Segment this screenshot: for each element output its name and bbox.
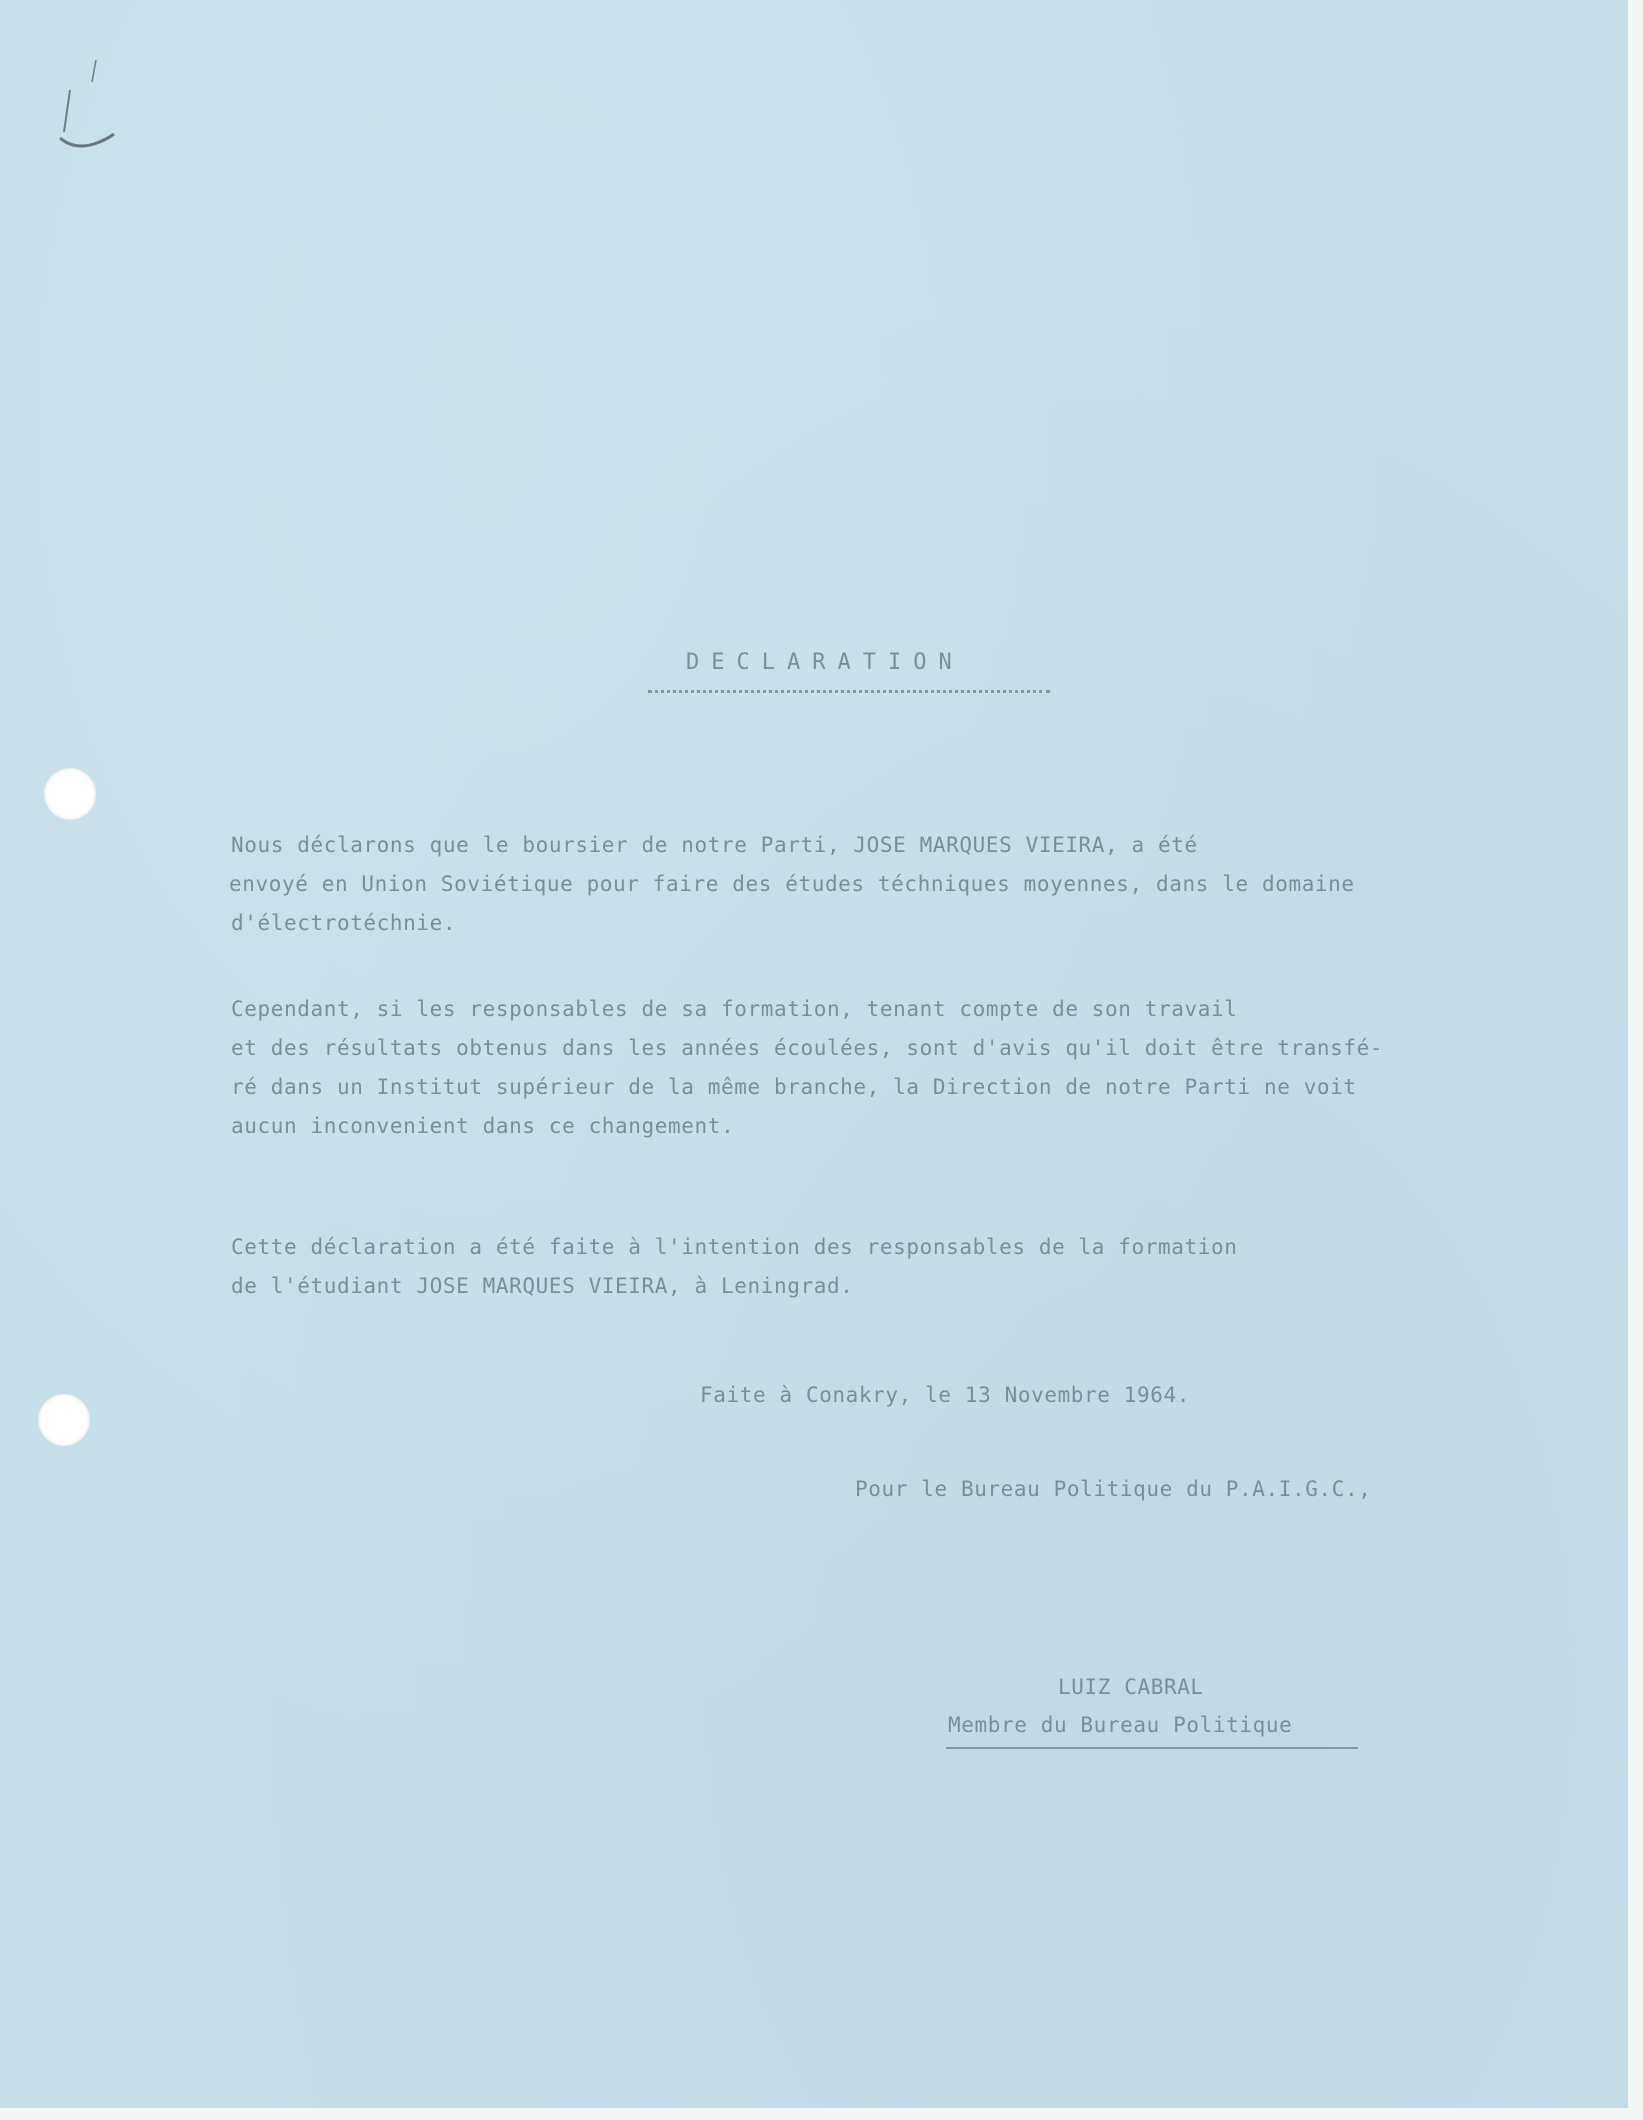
- signatory-name: LUIZ CABRAL: [1058, 1675, 1204, 1699]
- text-line: de l'étudiant JOSE MARQUES VIEIRA, à Leningrad.: [231, 1274, 854, 1298]
- signatory-underline: [946, 1747, 1358, 1749]
- scan-edge: [1628, 0, 1643, 2120]
- punch-hole: [38, 1394, 90, 1446]
- pencil-mark: [40, 20, 130, 160]
- paragraph-1: [231, 826, 1591, 943]
- text-line: Cette déclaration a été faite à l'intention des responsables de la formation: [231, 1235, 1238, 1259]
- title-underline: [648, 690, 1050, 693]
- place-date: Faite à Conakry, le 13 Novembre 1964.: [700, 1383, 1190, 1407]
- punch-hole: [44, 768, 96, 820]
- text-line: ré dans un Institut supérieur de la même branche, la Direction de notre Parti ne voit: [231, 1075, 1357, 1099]
- text-line: Nous déclarons que le boursier de notre Parti, JOSE MARQUES VIEIRA, a été: [231, 833, 1198, 857]
- scan-edge: [0, 2108, 1643, 2120]
- paragraph-3: [231, 1228, 1591, 1306]
- text-line: d'électrotéchnie.: [231, 911, 457, 935]
- text-line: Cependant, si les responsables de sa formation, tenant compte de son travail: [231, 997, 1238, 1021]
- signatory-title: Membre du Bureau Politique: [948, 1713, 1293, 1737]
- text-line: envoyé en Union Soviétique pour faire des études téchniques moyennes, dans le domaine: [229, 872, 1355, 896]
- text-line: aucun inconvenient dans ce changement.: [231, 1114, 735, 1138]
- document-title: DECLARATION: [686, 650, 964, 675]
- paragraph-2: [231, 990, 1591, 1146]
- on-behalf-line: Pour le Bureau Politique du P.A.I.G.C.,: [855, 1477, 1372, 1501]
- text-line: et des résultats obtenus dans les années écoulées, sont d'avis qu'il doit être transfé-: [231, 1036, 1384, 1060]
